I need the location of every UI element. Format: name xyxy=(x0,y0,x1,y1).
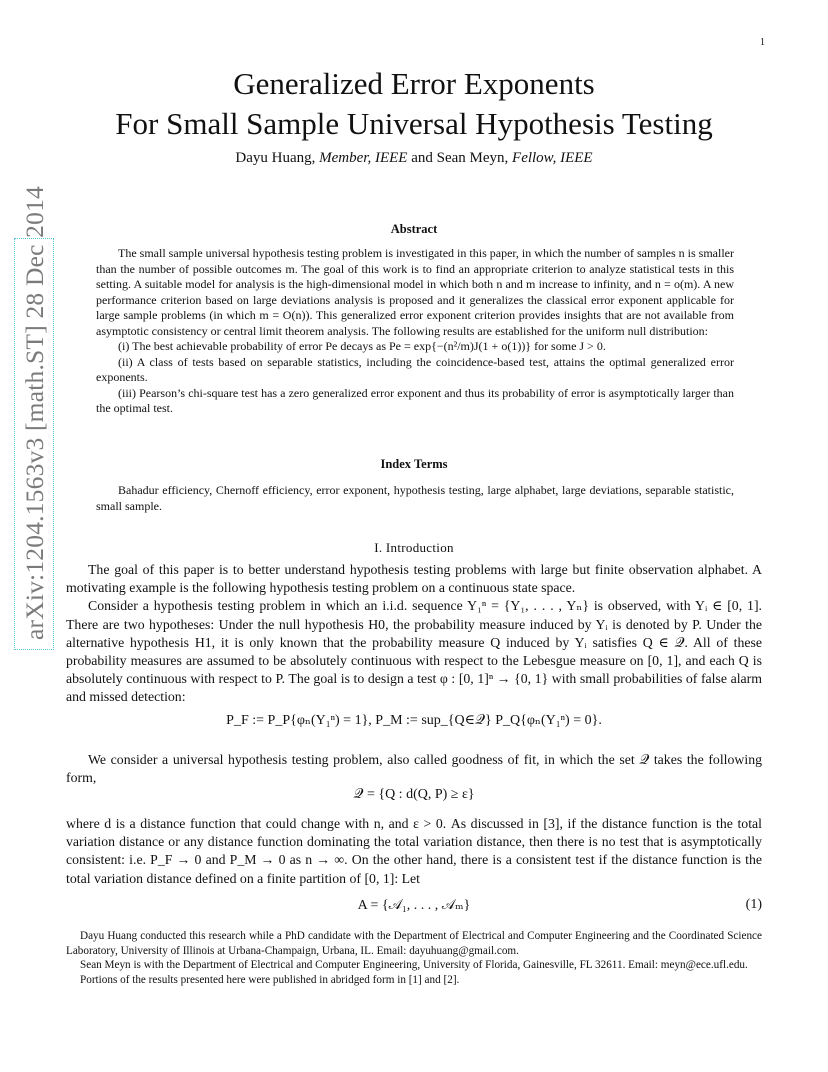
author-conjunction: and Sean Meyn, xyxy=(407,150,513,166)
title-line-1: Generalized Error Exponents xyxy=(233,66,595,101)
equation-partition-body: A = {𝒜₁, . . . , 𝒜ₘ} xyxy=(357,898,471,913)
intro-body-top xyxy=(66,561,762,707)
intro-paragraph-4: where d is a distance function that could change with n, and ε > 0. As discussed in [3], if the distance function is the total variation distance or any distance function dominating the total variation distance, then there is no test that is asymptotically consistent: i.e. P_F → 0 and P_M → 0 as n → ∞. On the other hand, there is a consistent test if the distance function is the total variation distance defined on a finite partition of [0, 1]: Let xyxy=(66,816,762,886)
footnotes xyxy=(66,929,762,987)
abstract-body xyxy=(96,246,734,417)
abstract-result-2: (ii) A class of tests based on separable statistics, including the coincidence-based test, attains the optimal generalized error exponents. xyxy=(96,354,734,384)
equation-partition xyxy=(66,897,762,914)
author-2-role: Fellow, IEEE xyxy=(512,150,593,166)
author-1: Dayu Huang, xyxy=(235,150,320,166)
section-heading-introduction: I. Introduction xyxy=(374,540,454,555)
arxiv-identifier: arXiv:1204.1563v3 [math.ST] 28 Dec 2014 xyxy=(20,186,49,640)
equation-number: (1) xyxy=(745,897,762,912)
index-terms-heading: Index Terms xyxy=(380,457,448,471)
abstract-paragraph: The small sample universal hypothesis testing problem is investigated in this paper, in which the number of samples n is smaller than the number of possible outcomes m. The goal of this work is to find an appropriate criterion to analyze statistical tests in this setting. A suitable model for analysis is the high-dimensional model in which both n and m increase to infinity, and n = o(m). A new performance criterion based on large deviations analysis is proposed and it generalizes the classical error exponent applicable for large sample problems (in which m = O(n)). This generalized error exponent criterion provides insights that are not available from asymptotic consistency or central limit theorem analysis. The following results are established for the uniform null distribution: xyxy=(96,246,734,338)
author-1-role: Member, IEEE xyxy=(319,150,408,166)
abstract-heading: Abstract xyxy=(390,222,438,236)
equation-error-probabilities: P_F := P_P{φₙ(Y₁ⁿ) = 1}, P_M := sup_{Q∈𝒬} P_Q{φₙ(Y₁ⁿ) = 0}. xyxy=(226,713,602,728)
footnote-affiliation-1: Dayu Huang conducted this research while a PhD candidate with the Department of Electrical and Computer Engineering and the Coordinated Science Laboratory, University of Illinois at Urbana-Champaign, Urbana, IL. Email: dayuhuang@gmail.com. xyxy=(66,930,762,957)
footnote-prior-publication: Portions of the results presented here were published in abridged form in [1] and [2]. xyxy=(80,973,460,986)
page-number: 1 xyxy=(760,37,765,48)
title-line-2: For Small Sample Universal Hypothesis Testing xyxy=(115,106,713,141)
paper-title xyxy=(66,64,762,144)
index-terms-body xyxy=(96,483,734,514)
footnote-affiliation-2: Sean Meyn is with the Department of Electrical and Computer Engineering, University of Florida, Gainesville, FL 32611. Email: meyn@ece.ufl.edu. xyxy=(80,959,748,972)
author-line xyxy=(66,150,762,167)
abstract-result-3: (iii) Pearson’s chi-square test has a zero generalized error exponent and thus its probability of error is asymptotically larger than the optimal test. xyxy=(96,385,734,415)
intro-paragraph-3: We consider a universal hypothesis testing problem, also called goodness of fit, in which the set 𝒬 takes the following form, xyxy=(66,752,762,786)
intro-body-bottom xyxy=(66,815,762,888)
equation-alternative-set: 𝒬 = {Q : d(Q, P) ≥ ε} xyxy=(353,787,475,802)
intro-paragraph-2: Consider a hypothesis testing problem in which an i.i.d. sequence Y₁ⁿ = {Y₁, . . . , Yₙ} is observed, with Yᵢ ∈ [0, 1]. There are two hypotheses: Under the null hypothesis H0, the probability measure induced by Yᵢ is denoted by P. Under the alternative hypothesis H1, it is only known that the probability measure Q induced by Yᵢ satisfies Q ∈ 𝒬. All of these probability measures are assumed to be absolutely continuous with respect to the Lebesgue measure on [0, 1], and each Q is absolutely continuous with respect to P. The goal is to design a test φ : [0, 1]ⁿ → {0, 1} with small probabilities of false alarm and missed detection: xyxy=(66,598,762,705)
intro-paragraph-1: The goal of this paper is to better understand hypothesis testing problems with large but finite observation alphabet. A motivating example is the following hypothesis testing problem on a continuous state space. xyxy=(66,562,762,596)
abstract-result-1: (i) The best achievable probability of error Pe decays as Pe = exp{−(n²/m)J(1 + o(1))} for some J > 0. xyxy=(118,339,606,353)
intro-body-middle xyxy=(66,751,762,787)
index-terms-text: Bahadur efficiency, Chernoff efficiency, error exponent, hypothesis testing, large alphabet, large deviations, separable statistic, small sample. xyxy=(96,483,734,513)
